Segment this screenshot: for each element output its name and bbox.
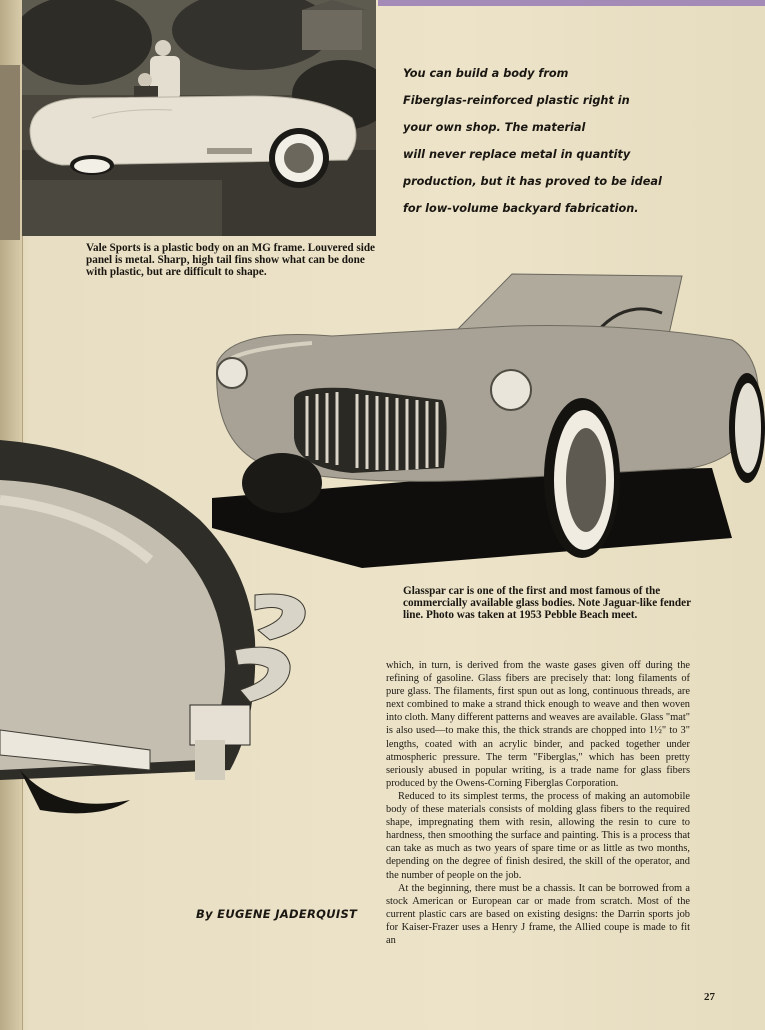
pull-quote-line: You can build a body from [403,67,569,80]
article-paragraph: which, in turn, is derived from the waste gases given off during the refining of gasoline. Glass fibers are precisely that: long filaments of pure glass. The filaments, first spun out as long, continuous threads, are next combined to make a strand thick enough to weave and then woven into cloth. Many different patterns and weaves are available. Glass "mat" is also used—to make this, the thick strands are chopped into 1½" to 3" lengths, coated with an acrylic binder, and packed together under atmospheric pressure. The term "Fiberglas," which has been pretty seriously abused in popular writing, is a trade name for glass fibers produced by the Owens-Corning Fiberglas Corporation. [386,660,690,789]
article-body [386,659,690,947]
fender-closeup-photo [0,440,320,820]
gutter-shadow-band [0,65,20,240]
article-paragraph: Reduced to its simplest terms, the process of making an automobile body of these materials consists of molding glass fibers to the required shape, impregnating them with resin, allowing the resin to cure to hardness, then smoothing the surface and painting. This is a process that can take as much as two years of spare time or as little as two months, depending on the degree of finish desired, the skill of the operator, and the number of people on the job. [386,790,690,881]
pull-quote-line: Fiberglas-reinforced plastic right in [403,94,630,107]
article-paragraph: At the beginning, there must be a chassis. It can be borrowed from a stock American or European car or made from scratch. Most of the current plastic cars are based on existing designs: the Darrin sports job for Kaiser-Frazer uses a Henry J frame, the Allied coupe is made to fit an [386,882,690,946]
pull-quote-line: will never replace metal in quantity [403,148,631,161]
pull-quote-line: for low-volume backyard fabrication. [403,202,639,215]
pull-quote-line: production, but it has proved to be ideal [403,175,662,188]
vale-sports-photo [22,0,376,236]
pull-quote-line: your own shop. The material [403,121,586,134]
pull-quote [403,60,733,222]
author-byline: By EUGENE JADERQUIST [196,907,358,921]
vale-sports-caption: Vale Sports is a plastic body on an MG frame. Louvered side panel is metal. Sharp, high tail fins show what can be done with plastic, but are difficult to shape. [86,242,376,278]
edge-color-strip [378,0,765,6]
page-number: 27 [704,991,715,1003]
glasspar-caption: Glasspar car is one of the first and most famous of the commercially available glass bodies. Note Jaguar-like fender line. Photo was taken at 1953 Pebble Beach meet. [403,585,691,621]
